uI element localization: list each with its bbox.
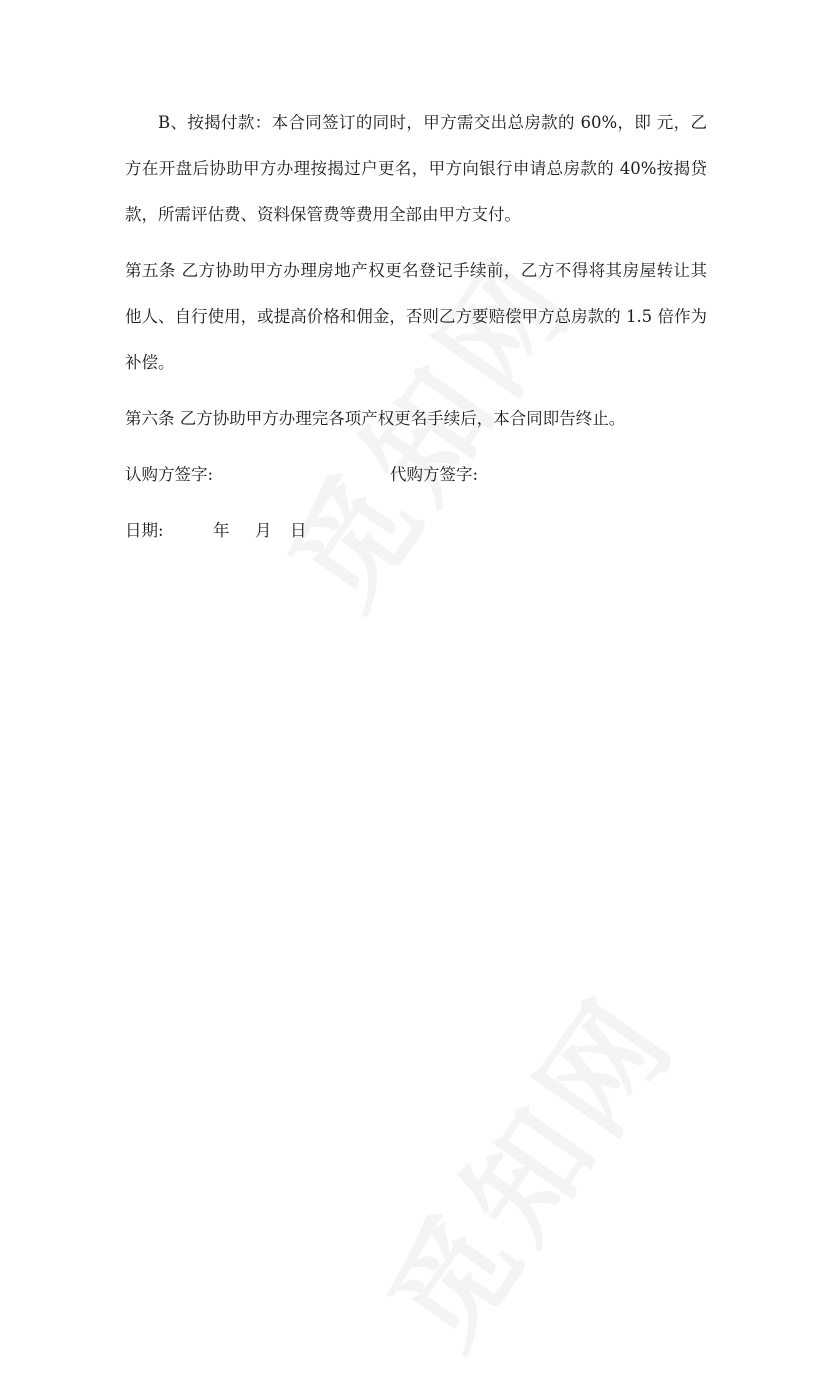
day-label: 日 — [290, 521, 307, 540]
contract-body — [125, 100, 707, 554]
date-label: 日期: — [125, 521, 164, 540]
paragraph-mortgage-payment: B、按揭付款：本合同签订的同时，甲方需交出总房款的 60%，即 元，乙方在开盘后协助甲方办理按揭过户更名，甲方向银行申请总房款的 40%按揭贷款，所需评估费、资料保管费等费用全部由甲方支付。 — [125, 113, 707, 224]
article-six: 第六条 乙方协助甲方办理完各项产权更名手续后，本合同即告终止。 — [125, 409, 626, 428]
month-label: 月 — [255, 521, 272, 540]
buyer-signature-label: 认购方签字: — [125, 465, 214, 484]
signature-row — [125, 452, 707, 498]
agent-signature-label: 代购方签字: — [390, 465, 479, 484]
article-five: 第五条 乙方协助甲方办理房地产权更名登记手续前，乙方不得将其房屋转让其他人、自行使用，或提高价格和佣金，否则乙方要赔偿甲方总房款的 1.5 倍作为补偿。 — [125, 261, 707, 372]
watermark — [343, 957, 708, 1375]
year-label: 年 — [213, 521, 230, 540]
date-row — [125, 508, 707, 554]
